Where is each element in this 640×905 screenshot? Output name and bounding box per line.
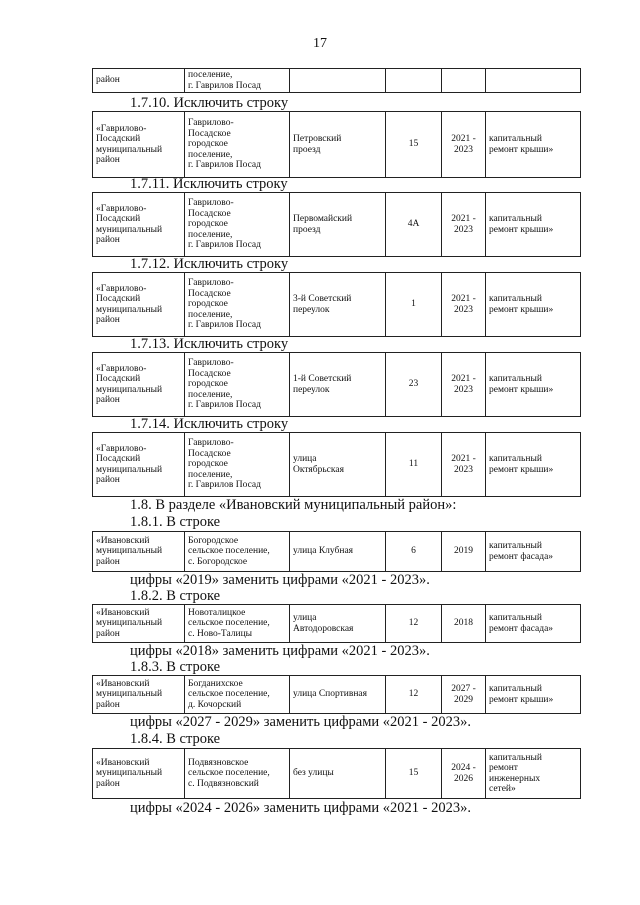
cell-work: капитальный ремонт крыши»	[486, 273, 581, 337]
cell-municipality: «Гаврилово- Посадский муниципальный район	[93, 273, 185, 337]
cell-years: 2021 - 2023	[442, 353, 486, 417]
cell-settlement: Гаврилово- Посадское городское поселение, г. Гаврилов Посад	[185, 273, 290, 337]
cell-settlement: Подвязновское сельское поселение, с. Подвязновский	[185, 749, 290, 799]
cell-years: 2021 - 2023	[442, 273, 486, 337]
heading-1-8-2: 1.8.2. В строке	[130, 588, 221, 604]
cell-street: улица Спортивная	[290, 676, 386, 714]
note-1-8-1: цифры «2019» заменить цифрами «2021 - 2023».	[130, 572, 430, 588]
cell-work: капитальный ремонт фасада»	[486, 605, 581, 643]
cell-work: капитальный ремонт крыши»	[486, 676, 581, 714]
cell-street: Первомайский проезд	[290, 193, 386, 257]
cell-years: 2021 - 2023	[442, 193, 486, 257]
cell-work: капитальный ремонт крыши»	[486, 433, 581, 497]
table-fragment-top	[92, 68, 581, 93]
cell-number: 12	[386, 676, 442, 714]
heading-1-7-11: 1.7.11. Исключить строку	[130, 176, 288, 192]
note-1-8-3: цифры «2027 - 2029» заменить цифрами «2021 - 2023».	[130, 714, 471, 730]
cell-work	[486, 69, 581, 93]
cell-work: капитальный ремонт крыши»	[486, 112, 581, 178]
cell-number: 12	[386, 605, 442, 643]
cell-municipality: «Ивановский муниципальный район	[93, 605, 185, 643]
cell-years: 2018	[442, 605, 486, 643]
table-row-1-7-12	[92, 272, 581, 337]
cell-settlement: Новоталицкое сельское поселение, с. Ново-Талицы	[185, 605, 290, 643]
table-row-1-7-11	[92, 192, 581, 257]
heading-1-8-1: 1.8.1. В строке	[130, 514, 221, 530]
section-heading-1-8: 1.8. В разделе «Ивановский муниципальный район»:	[130, 497, 457, 513]
cell-settlement: Гаврилово- Посадское городское поселение, г. Гаврилов Посад	[185, 353, 290, 417]
page-number: 17	[313, 36, 327, 51]
table-row-1-7-14	[92, 432, 581, 497]
cell-years: 2024 - 2026	[442, 749, 486, 799]
cell-settlement: поселение, г. Гаврилов Посад	[185, 69, 290, 93]
cell-work: капитальный ремонт крыши»	[486, 193, 581, 257]
cell-street: без улицы	[290, 749, 386, 799]
cell-street	[290, 69, 386, 93]
cell-municipality: «Гаврилово- Посадский муниципальный район	[93, 112, 185, 178]
cell-municipality: «Гаврилово- Посадский муниципальный район	[93, 353, 185, 417]
cell-years: 2021 - 2023	[442, 433, 486, 497]
heading-1-7-10: 1.7.10. Исключить строку	[130, 95, 289, 111]
cell-municipality: «Ивановский муниципальный район	[93, 532, 185, 572]
cell-municipality: «Гаврилово- Посадский муниципальный район	[93, 193, 185, 257]
cell-years	[442, 69, 486, 93]
cell-street: улица Октябрьская	[290, 433, 386, 497]
cell-municipality: «Гаврилово- Посадский муниципальный район	[93, 433, 185, 497]
heading-1-8-3: 1.8.3. В строке	[130, 659, 221, 675]
cell-work: капитальный ремонт крыши»	[486, 353, 581, 417]
cell-work: капитальный ремонт фасада»	[486, 532, 581, 572]
table-row-1-8-4	[92, 748, 581, 799]
cell-street: 1-й Советский переулок	[290, 353, 386, 417]
heading-1-7-12: 1.7.12. Исключить строку	[130, 256, 289, 272]
cell-settlement: Гаврилово- Посадское городское поселение, г. Гаврилов Посад	[185, 433, 290, 497]
cell-street: 3-й Советский переулок	[290, 273, 386, 337]
cell-number: 23	[386, 353, 442, 417]
cell-years: 2027 - 2029	[442, 676, 486, 714]
heading-1-8-4: 1.8.4. В строке	[130, 731, 221, 747]
cell-settlement: Гаврилово- Посадское городское поселение, г. Гаврилов Посад	[185, 193, 290, 257]
cell-number	[386, 69, 442, 93]
cell-municipality: «Ивановский муниципальный район	[93, 749, 185, 799]
cell-number: 11	[386, 433, 442, 497]
note-1-8-2: цифры «2018» заменить цифрами «2021 - 2023».	[130, 643, 430, 659]
table-row-1-7-13	[92, 352, 581, 417]
cell-number: 15	[386, 112, 442, 178]
table-row-1-8-2	[92, 604, 581, 643]
cell-street: Петровский проезд	[290, 112, 386, 178]
cell-years: 2021 - 2023	[442, 112, 486, 178]
cell-settlement: Гаврилово- Посадское городское поселение, г. Гаврилов Посад	[185, 112, 290, 178]
table-row-1-8-3	[92, 675, 581, 714]
table-row-1-8-1	[92, 531, 581, 572]
cell-municipality: «Ивановский муниципальный район	[93, 676, 185, 714]
cell-number: 6	[386, 532, 442, 572]
cell-work: капитальный ремонт инженерных сетей»	[486, 749, 581, 799]
cell-municipality: район	[93, 69, 185, 93]
cell-years: 2019	[442, 532, 486, 572]
cell-street: улица Автодоровская	[290, 605, 386, 643]
cell-number: 1	[386, 273, 442, 337]
cell-number: 4А	[386, 193, 442, 257]
heading-1-7-14: 1.7.14. Исключить строку	[130, 416, 289, 432]
table-row-1-7-10	[92, 111, 581, 178]
note-1-8-4: цифры «2024 - 2026» заменить цифрами «2021 - 2023».	[130, 800, 471, 816]
heading-1-7-13: 1.7.13. Исключить строку	[130, 336, 289, 352]
cell-street: улица Клубная	[290, 532, 386, 572]
cell-settlement: Богородское сельское поселение, с. Богородское	[185, 532, 290, 572]
cell-settlement: Богданихское сельское поселение, д. Кочорский	[185, 676, 290, 714]
cell-number: 15	[386, 749, 442, 799]
